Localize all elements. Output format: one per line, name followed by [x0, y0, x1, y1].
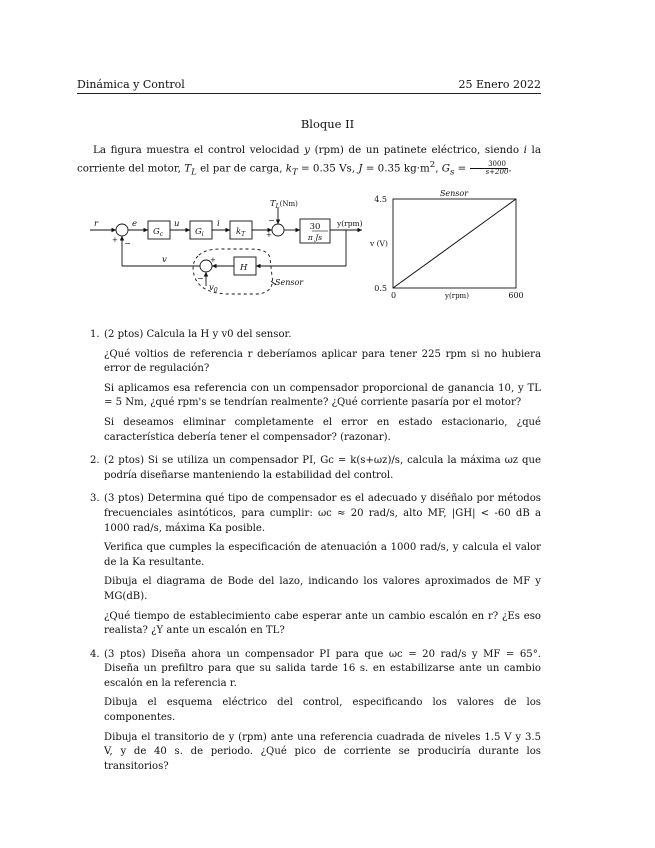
sum3-minus: −: [197, 274, 204, 283]
question-item: [90, 648, 541, 775]
question-paragraph: (3 ptos) Diseña ahora un compensador PI para que ωc = 20 rad/s y MF = 65°. Diseña un prefiltro para que su salida tarde 16 s. en estabilizarse ante un cambio escalón en la referencia r.: [104, 648, 541, 689]
label-u: u: [174, 219, 180, 229]
question-list: [90, 328, 541, 783]
question-paragraph: Dibuja el transitorio de y (rpm) ante una referencia cuadrada de niveles 1.5 V y 3.5 V, y de 40 s. de periodo. ¿Qué pico de corriente se produciría durante los transitorios?: [104, 731, 541, 772]
question-paragraph: (3 ptos) Determina qué tipo de compensador es el adecuado y diséñalo por métodos frecuenciales asintóticos, para cumplir: ωc ≈ 20 rad/s, alto MF, |GH| < -60 dB a 1000 rad/s, máxima Ka posible.: [104, 493, 541, 534]
question-number: 1.: [90, 329, 100, 340]
sensor-label: Sensor: [275, 278, 304, 287]
question-number: 2.: [90, 455, 100, 467]
question-item: [90, 328, 541, 445]
h-label: H: [240, 263, 248, 273]
question-paragraph: Dibuja el diagrama de Bode del lazo, indicando los valores aproximados de MF y MG(dB).: [104, 576, 541, 602]
page-header: [77, 78, 541, 94]
label-i: i: [217, 219, 220, 229]
course-name: Dinámica y Control: [77, 78, 185, 91]
sensor-chart: [369, 189, 524, 300]
ytick-max: 4.5: [374, 195, 387, 204]
section-title: Bloque II: [300, 117, 355, 131]
question-paragraph: ¿Qué tiempo de establecimiento cabe esperar ante un cambio escalón en r? ¿Es eso realista? ¿Y ante un escalón en TL?: [104, 610, 541, 637]
sum1: [116, 224, 128, 236]
kt-label: $k_T$: [236, 227, 246, 238]
sum3-plus: +: [210, 256, 216, 264]
gs-fraction: $\frac{3000}{s+200}$: [470, 161, 509, 176]
question-item: [90, 454, 541, 483]
question-paragraph: Si deseamos eliminar completamente el error en estado estacionario, ¿qué característica debería tener el compensador? (razonar).: [104, 416, 541, 443]
ytick-min: 0.5: [374, 284, 387, 293]
v0-label: $v_0$: [209, 283, 218, 294]
block-diagram: [90, 186, 545, 306]
question-number: 4.: [90, 648, 100, 660]
xtick-min: 0: [391, 291, 397, 300]
question-paragraph: ¿Qué voltios de referencia r deberíamos aplicar para tener 225 rpm si no hubiera error de regulación?: [104, 348, 541, 375]
sensor-curve: [393, 199, 516, 288]
question-paragraph: Dibuja el esquema eléctrico del control, especificando los valores de los componentes.: [104, 697, 541, 724]
gc-label: $G_c$: [153, 227, 164, 238]
y-label: y(rpm): [337, 219, 363, 228]
intro-paragraph: La figura muestra el control velocidad y (rpm) de un patinete eléctrico, siendo i la corriente del motor, $T_L$ el par de carga, $k_T = 0.35$ Vs, J = 0.35 $kg\cdot m^2$, $G_s$ = $\frac{3000}{s+200}$ .: [77, 144, 541, 178]
label-v: v: [162, 255, 167, 265]
sum1-plus: +: [112, 236, 118, 244]
sum1-minus: −: [124, 239, 131, 248]
exam-date: 25 Enero 2022: [458, 78, 541, 91]
question-paragraph: Si aplicamos esa referencia con un compensador proporcional de ganancia 10, y TL = 5 Nm, ¿qué rpm's se tendrían realmente? ¿Qué corriente pasaría por el motor?: [104, 382, 541, 409]
label-r: r: [94, 219, 99, 229]
question-item: [90, 492, 541, 638]
label-e: e: [132, 219, 138, 229]
chart-xlabel: y(rpm): [445, 292, 469, 300]
question-paragraph: (2 ptos) Si se utiliza un compensador PI, Gc = k(s+ωz)/s, calcula la máxima ωz que podría diseñarse manteniendo la estabilidad del control.: [104, 455, 541, 481]
tl-label: $T_L^{(Nm)}$: [270, 199, 298, 210]
gi-label: $G_i$: [195, 227, 204, 238]
plant-num: 30: [309, 222, 321, 232]
sum2: [272, 224, 284, 236]
chart-ylabel: v (V): [370, 239, 388, 248]
xtick-max: 600: [508, 291, 524, 300]
plant-den: π Js: [307, 233, 323, 242]
question-paragraph: (2 ptos) Calcula la H y v0 del sensor.: [104, 329, 292, 340]
question-number: 3.: [90, 493, 100, 505]
sum2-minus: −: [268, 216, 275, 225]
question-paragraph: Verifica que cumples la especificación de atenuación a 1000 rad/s, y calcula el valor de la Ka resultante.: [104, 542, 541, 568]
sum2-plus: +: [266, 231, 272, 239]
chart-title: Sensor: [439, 189, 469, 198]
